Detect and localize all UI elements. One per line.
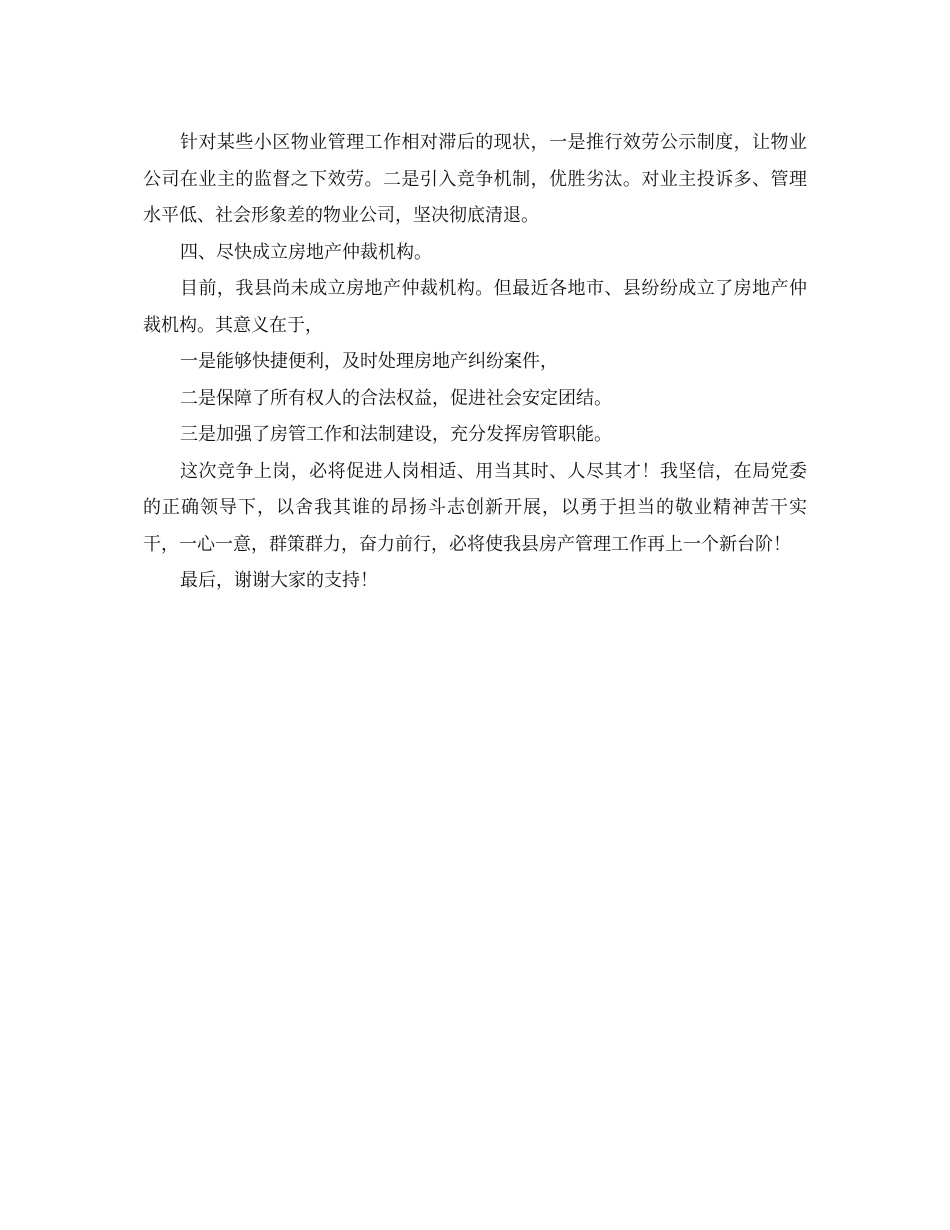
paragraph-property-management: 针对某些小区物业管理工作相对滞后的现状，一是推行效劳公示制度，让物业公司在业主的监督之下效劳。二是引入竞争机制，优胜劣汰。对业主投诉多、管理水平低、社会形象差的物业公司，坚决彻底清退。 <box>143 132 807 226</box>
paragraph-arbitration-intro: 目前，我县尚未成立房地产仲裁机构。但最近各地市、县纷纷成立了房地产仲裁机构。其意义在于， <box>143 278 807 336</box>
heading-arbitration-section: 四、尽快成立房地产仲裁机构。 <box>180 241 432 263</box>
list-item-first: 一是能够快捷便利，及时处理房地产纠纷案件， <box>180 351 558 372</box>
list-item-third: 三是加强了房管工作和法制建设，充分发挥房管职能。 <box>180 424 612 445</box>
paragraph-conclusion: 这次竞争上岗，必将促进人岗相适、用当其时、人尽其才！我坚信，在局党委的正确领导下，以舍我其谁的昂扬斗志创新开展，以勇于担当的敬业精神苦干实干，一心一意，群策群力，奋力前行，必将使我县房产管理工作再上一个新台阶！ <box>143 460 807 555</box>
document-body <box>143 125 807 600</box>
paragraph-thanks: 最后，谢谢大家的支持！ <box>180 570 378 591</box>
list-item-second: 二是保障了所有权人的合法权益，促进社会安定团结。 <box>180 387 612 409</box>
